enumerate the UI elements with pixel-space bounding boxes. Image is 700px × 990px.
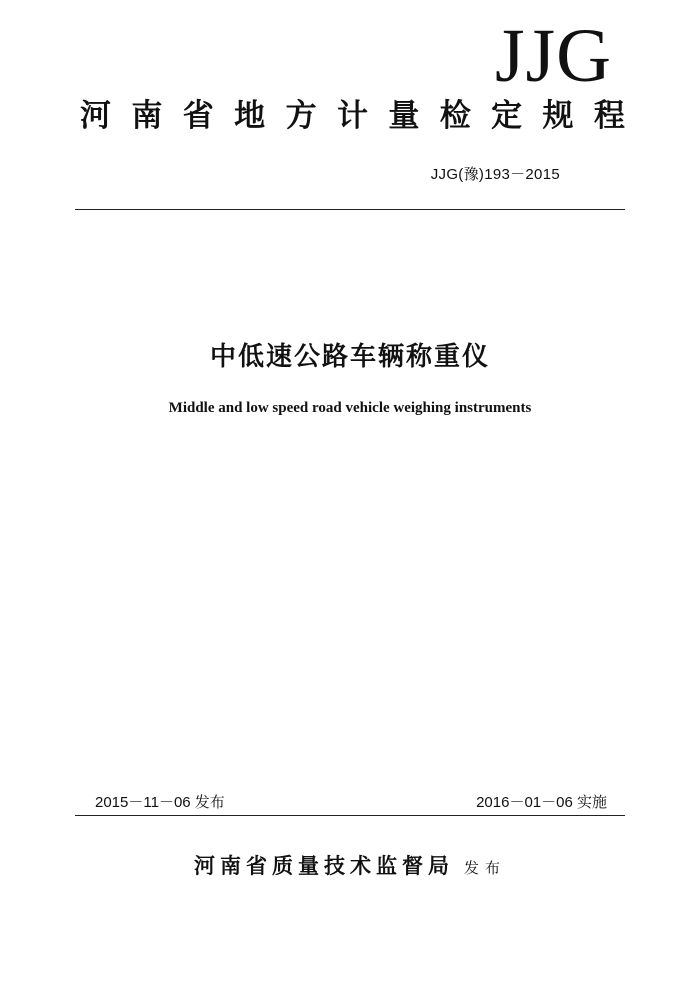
jjg-logo: JJG [494,14,612,98]
publisher-line [0,850,700,880]
series-title-char: 地 [234,98,266,134]
series-title-char: 省 [182,98,214,134]
regulation-series-title [80,98,625,135]
series-title-char: 程 [593,98,625,134]
document-title-chinese: 中低速公路车辆称重仪 [209,342,490,372]
series-title-char: 方 [285,98,317,134]
top-divider [75,209,625,210]
document-title-english: Middle and low speed road vehicle weighing instruments [168,400,532,416]
standard-code: JJG(豫)193－2015 [430,166,560,183]
bottom-divider [75,815,625,816]
effective-date: 2016－01－06 实施 [476,794,607,811]
series-title-char: 河 [80,98,111,134]
series-title-char: 量 [388,98,420,134]
series-title-char: 计 [336,98,368,134]
series-title-char: 南 [131,98,163,134]
publisher-name: 河南省质量技术监督局 [193,853,454,878]
series-title-char: 检 [439,98,471,134]
issue-date: 2015－11－06 发布 [95,794,225,811]
series-title-char: 定 [491,98,523,134]
series-title-char: 规 [542,98,574,134]
publisher-suffix: 发布 [463,859,506,877]
